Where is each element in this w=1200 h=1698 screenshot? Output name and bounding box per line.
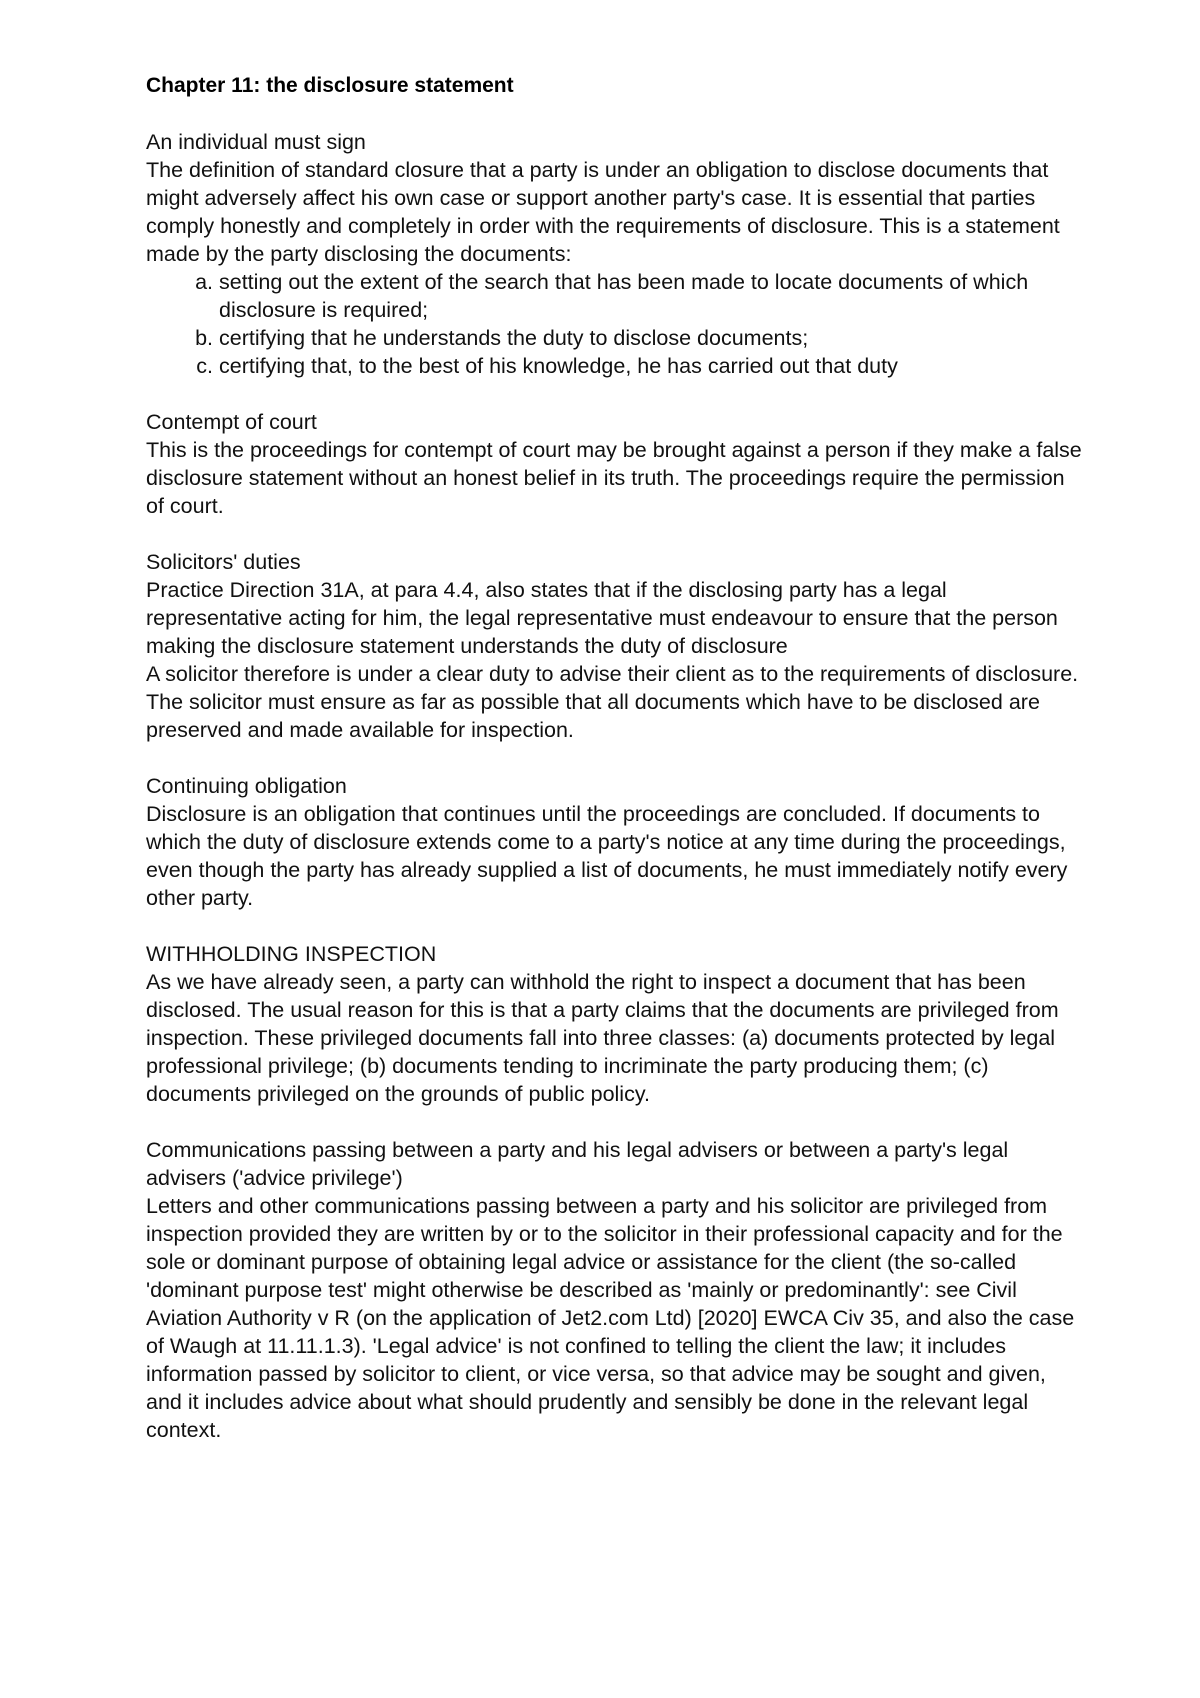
section-paragraph: Practice Direction 31A, at para 4.4, also states that if the disclosing party has a legal representative acting for him, the legal representative must endeavour to ensure that the person making the disclosure statement understands the duty of disclosure bbox=[146, 578, 1058, 658]
section-solicitors-duties bbox=[146, 548, 1086, 744]
section-heading: Contempt of court bbox=[146, 410, 317, 434]
section-heading: Continuing obligation bbox=[146, 774, 347, 798]
section-heading: WITHHOLDING INSPECTION bbox=[146, 942, 437, 966]
list-item: b. certifying that he understands the duty to disclose documents; bbox=[219, 324, 1086, 352]
section-paragraph: This is the proceedings for contempt of court may be brought against a person if they make a false disclosure statement without an honest belief in its truth. The proceedings require the permission of court. bbox=[146, 438, 1082, 518]
section-paragraph: A solicitor therefore is under a clear duty to advise their client as to the requirements of disclosure. The solicitor must ensure as far as possible that all documents which have to be disclosed are preserved and made available for inspection. bbox=[146, 662, 1079, 742]
section-heading: An individual must sign bbox=[146, 130, 366, 154]
section-paragraph: As we have already seen, a party can withhold the right to inspect a document that has been disclosed. The usual reason for this is that a party claims that the documents are privileged from inspection. These privileged documents fall into three classes: (a) documents protected by legal professional privilege; (b) documents tending to incriminate the party producing them; (c) documents privileged on the grounds of public policy. bbox=[146, 970, 1059, 1106]
section-paragraph: The definition of standard closure that a party is under an obligation to disclose documents that might adversely affect his own case or support another party's case. It is essential that parties comply honestly and completely in order with the requirements of disclosure. This is a statement made by the party disclosing the documents: bbox=[146, 158, 1060, 266]
section-advice-privilege bbox=[146, 1136, 1086, 1444]
section-paragraph: Disclosure is an obligation that continues until the proceedings are concluded. If documents to which the duty of disclosure extends come to a party's notice at any time during the proceedings, even though the party has already supplied a list of documents, he must immediately notify every other party. bbox=[146, 802, 1068, 910]
section-heading: Solicitors' duties bbox=[146, 550, 301, 574]
section-continuing-obligation bbox=[146, 772, 1086, 912]
disclosure-statement-list bbox=[146, 268, 1086, 380]
chapter-title: Chapter 11: the disclosure statement bbox=[146, 74, 514, 97]
list-item: a. setting out the extent of the search that has been made to locate documents of which disclosure is required; bbox=[219, 268, 1086, 324]
document-body bbox=[146, 72, 1086, 1472]
section-individual-must-sign bbox=[146, 128, 1086, 380]
section-contempt-of-court bbox=[146, 408, 1086, 520]
section-heading: Communications passing between a party and his legal advisers or between a party's legal advisers ('advice privilege') bbox=[146, 1138, 1009, 1190]
section-withholding-inspection bbox=[146, 940, 1086, 1108]
section-paragraph: Letters and other communications passing between a party and his solicitor are privileged from inspection provided they are written by or to the solicitor in their professional capacity and for the sole or dominant purpose of obtaining legal advice or assistance for the client (the so-called 'dominant purpose test' might otherwise be described as 'mainly or predominantly': see Civil Aviation Authority v R (on the application of Jet2.com Ltd) [2020] EWCA Civ 35, and also the case of Waugh at 11.11.1.3). 'Legal advice' is not confined to telling the client the law; it includes information passed by solicitor to client, or vice versa, so that advice may be sought and given, and it includes advice about what should prudently and sensibly be done in the relevant legal context. bbox=[146, 1194, 1075, 1442]
list-item: c. certifying that, to the best of his knowledge, he has carried out that duty bbox=[219, 352, 1086, 380]
